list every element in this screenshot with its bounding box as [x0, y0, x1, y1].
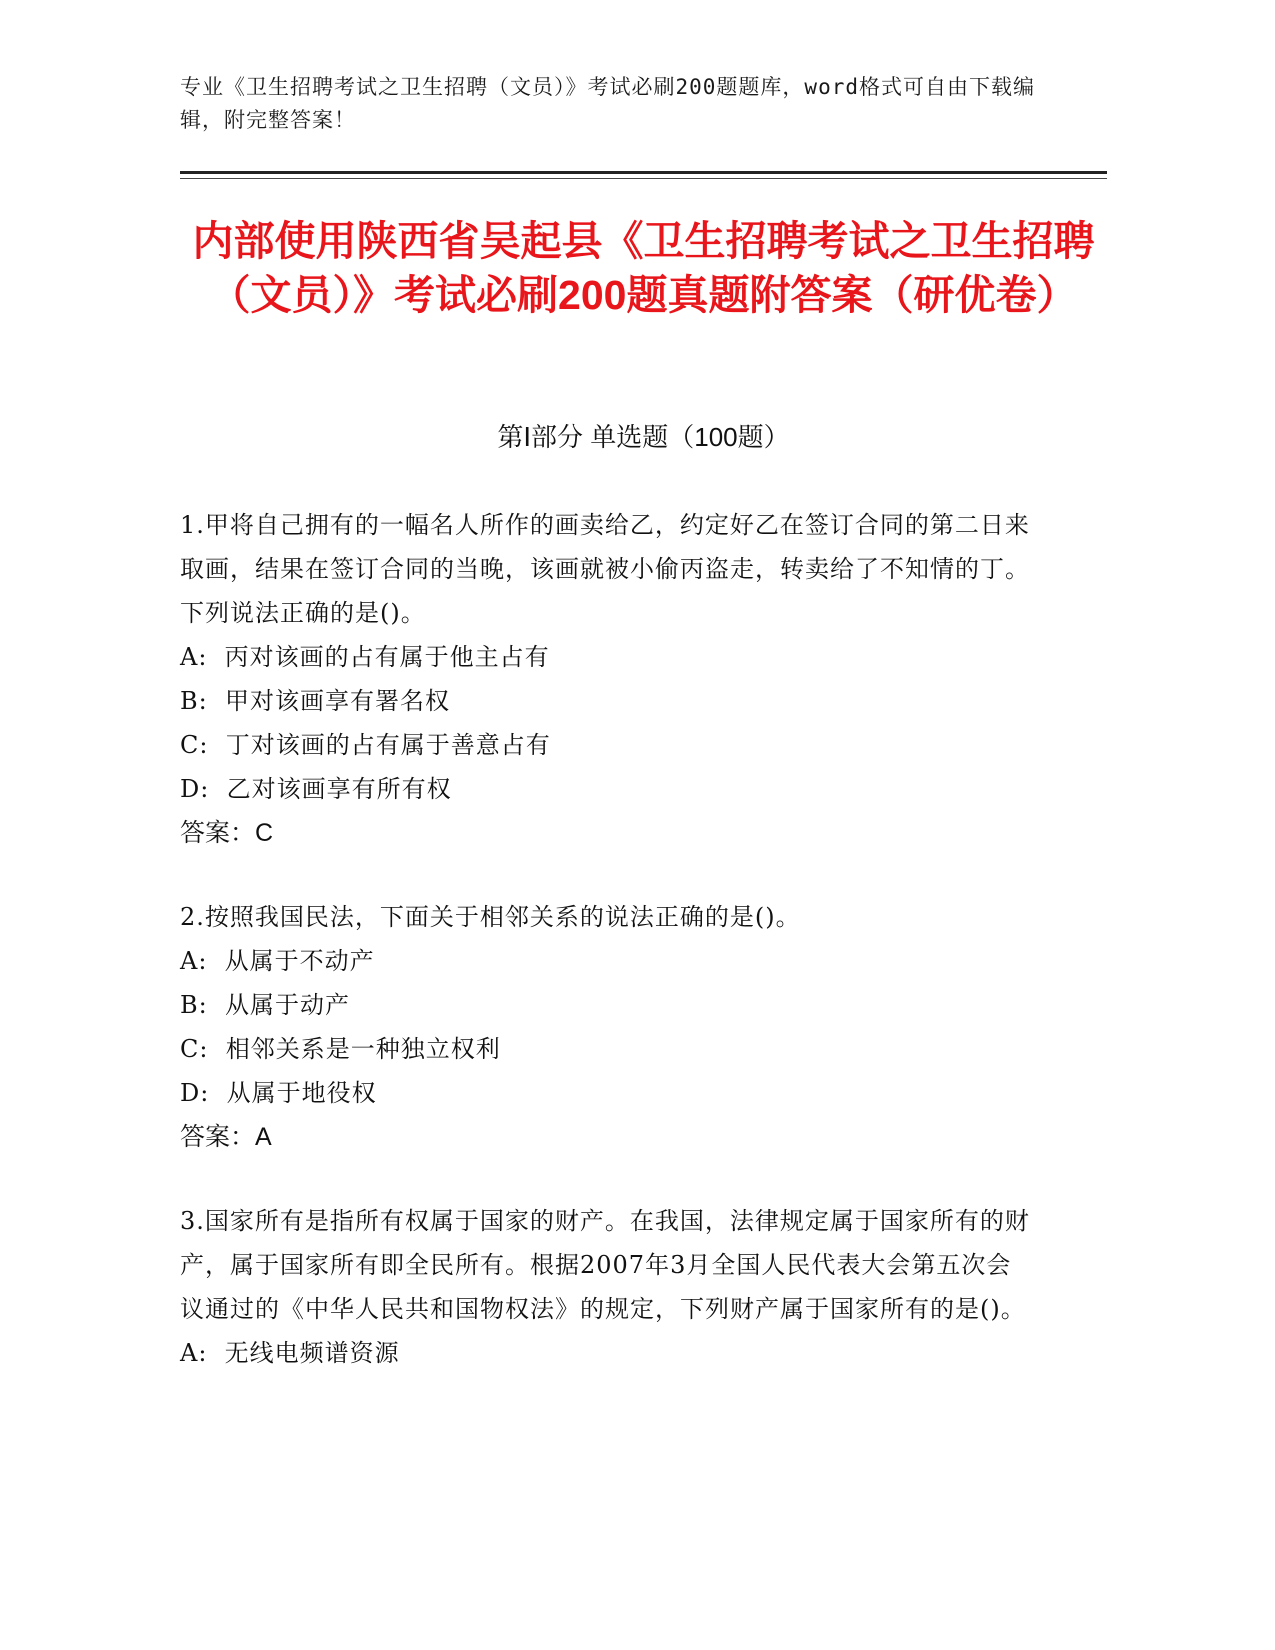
- question-3: [180, 1199, 1030, 1375]
- option-d: D: 从属于地役权: [180, 1079, 377, 1107]
- question-stem: 2.按照我国民法，下面关于相邻关系的说法正确的是()。: [180, 903, 801, 931]
- header-divider-thin: [180, 178, 1107, 179]
- answer: 答案：C: [180, 819, 274, 847]
- question-stem: 3.国家所有是指所有权属于国家的财产。在我国，法律规定属于国家所有的财产，属于国家所有即全民所有。根据2007年3月全国人民代表大会第五次会议通过的《中华人民共和国物权法》的规定，下列财产属于国家所有的是()。: [180, 1207, 1030, 1323]
- section-heading: 第Ⅰ部分 单选题（100题）: [497, 422, 790, 452]
- answer: 答案：A: [180, 1123, 272, 1151]
- option-a: A: 无线电频谱资源: [180, 1339, 400, 1367]
- question-stem: 1.甲将自己拥有的一幅名人所作的画卖给乙，约定好乙在签订合同的第二日来取画，结果在签订合同的当晚，该画就被小偷丙盗走，转卖给了不知情的丁。下列说法正确的是()。: [180, 511, 1030, 627]
- option-a: A: 从属于不动产: [180, 947, 375, 975]
- header-divider-thick: [180, 171, 1107, 174]
- question-1: [180, 503, 1030, 855]
- option-c: C: 丁对该画的占有属于善意占有: [180, 731, 551, 759]
- question-2: [180, 895, 1030, 1159]
- option-d: D: 乙对该画享有所有权: [180, 775, 452, 803]
- option-b: B: 甲对该画享有署名权: [180, 687, 450, 715]
- option-b: B: 从属于动产: [180, 991, 350, 1019]
- document-title: 内部使用陕西省吴起县《卫生招聘考试之卫生招聘（文员）》考试必刷200题真题附答案（研优卷）: [192, 218, 1095, 318]
- option-c: C: 相邻关系是一种独立权利: [180, 1035, 501, 1063]
- question-list: [180, 503, 1030, 1415]
- header-note: 专业《卫生招聘考试之卫生招聘（文员）》考试必刷200题题库，word格式可自由下载编辑，附完整答案！: [180, 75, 1035, 132]
- option-a: A: 丙对该画的占有属于他主占有: [180, 643, 550, 671]
